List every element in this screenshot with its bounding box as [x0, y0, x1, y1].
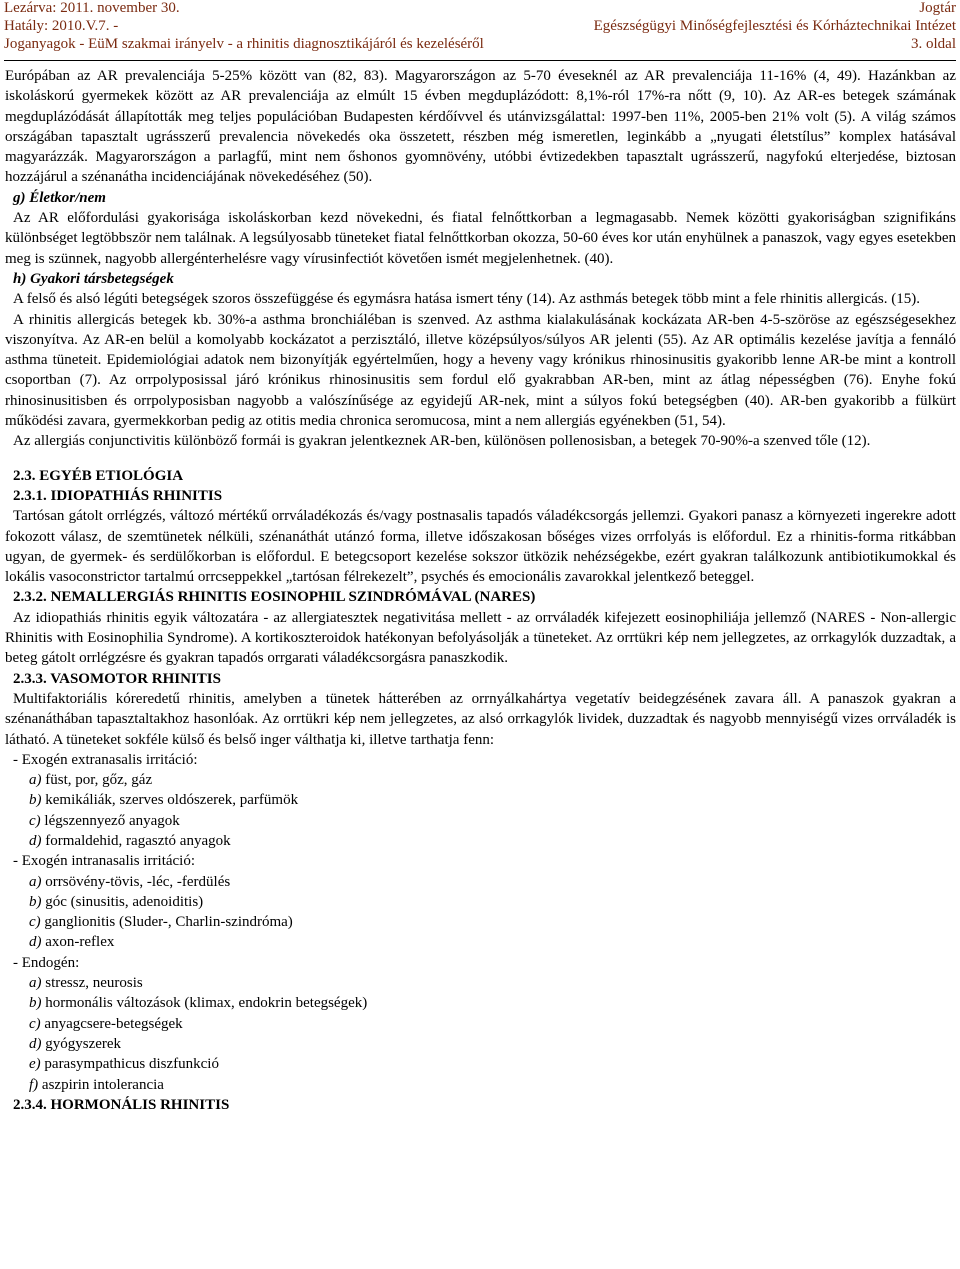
section-heading-other-etiology: 2.3. EGYÉB ETIOLÓGIA [13, 467, 184, 484]
list-item: e) parasympathicus diszfunkció [29, 1056, 219, 1073]
header-page-number: 3. oldal [911, 36, 956, 52]
paragraph-comorbidities-3: Az allergiás conjunctivitis különböző formái is gyakran jelentkeznek AR-ben, különösen pollenosisban, a betegek 70-90%-a szenved tőle (12). [13, 433, 871, 450]
paragraph-prevalence: Európában az AR prevalenciája 5-25% között van (82, 83). Magyarországon az 5-70 éveseknél az AR prevalenciája 11-16% (4, 49). Hazánkban az iskoláskorú gyermekek között az AR prevalenciája az elmúlt 15 évben megduplázódott: 8,1%-ról 17%-ra nőtt (9, 10). Az AR-es betegek számának megduplázódását állapították meg teljes populációban Budapesten kérdőívvel és utánvizsgálattal: 1997-ben 11%, 2005-ben 21% volt (5). A világ számos országában tapasztalt ugrásszerű prevalencia növekedés oka összetett, részben még ismeretlen, leginkább a „nyugati életstílus” komplex hatásával magyarázzák. Magyarországon a parlagfű, mint nem őshonos gyomnövény, utóbbi évtizedekben tapasztalt ugrásszerű, nagyfokú elterjedése, biztosan hozzájárul a szénanátha incidenciájának növekedéséhez (50). [5, 68, 956, 186]
list-item: a) stressz, neurosis [29, 975, 143, 992]
list-item: b) hormonális változások (klimax, endokrin betegségek) [29, 995, 368, 1012]
subheading-title: Életkor/nem [29, 189, 106, 206]
header-divider [4, 60, 956, 61]
list-item: b) kemikáliák, szerves oldószerek, parfümök [29, 792, 299, 809]
list-item: a) orrsövény-tövis, -léc, -ferdülés [29, 873, 231, 890]
list-group-title: - Exogén extranasalis irritáció: [13, 751, 198, 768]
subheading-comorbidities [5, 269, 956, 289]
irritant-list [5, 750, 956, 1095]
paragraph-age-sex: Az AR előfordulási gyakorisága iskoláskorban kezd növekedni, és fiatal felnőttkorban a legmagasabb. Nemek közötti gyakoriságban szignifikáns különbséget legtöbbször nem találnak. A legsúlyosabb tüneteket fiatal felnőttkorban okozza, 50-60 éves kor után enyhülnek a panaszok, vagy egyes esetekben meg is szünnek, nagyobb allergénterhelésre vagy vírusinfectiót követően ismét megjelenhetnek. (40). [5, 210, 956, 267]
list-item: b) góc (sinusitis, adenoiditis) [29, 893, 204, 910]
list-item: d) gyógyszerek [29, 1035, 122, 1052]
subheading-title: Gyakori társbetegségek [30, 270, 174, 287]
document-body [5, 66, 956, 1115]
paragraph-vasomotor: Multifaktoriális kóreredetű rhinitis, amelyben a tünetek hátterében az orrnyálkahártya vegetatív beidegzésének zavara áll. A panaszok gyakran a szénanáthában tapasztaltakhoz hasonlóak. Az orrtükri kép nem jellegzetes, az alsó orrkagylók lividek, duzzadtak és nagyobb mennyiségű vizes orrváladék is látható. A tüneteket sokféle külső és belső inger válthatja ki, illetve tarthatja fenn: [5, 690, 956, 748]
header-institute: Egészségügyi Minőségfejlesztési és Kórháztechnikai Intézet [593, 18, 956, 34]
section-heading-idiopathic: 2.3.1. IDIOPATHIÁS RHINITIS [13, 487, 223, 504]
subheading-label: h) [13, 270, 27, 287]
list-item: a) füst, por, gőz, gáz [29, 772, 153, 789]
list-item: f) aszpirin intolerancia [29, 1076, 164, 1093]
header-closed-date: Lezárva: 2011. november 30. [4, 0, 180, 16]
paragraph-idiopathic: Tartósan gátolt orrlégzés, változó mértékű orrváladékozás és/vagy postnasalis tapadós váladékcsorgás jellemzi. Gyakori panasz a környezeti ingerekre adott fokozott válasz, de szemtünetek nélküli, szénanáthát utánzó forma, illetve időszakosan bőséges vizes orrfolyás is előfordul. Ez a rhinitis-forma ritkábban ugyan, de gyermek- és serdülőkorban is előfordul. E betegcsoport kezelése sokszor ütközik nehézségekbe, ezért gyakran találkozunk antibiotikumokkal és lokális vasoconstrictor tartalmú orrcseppekkel „tartósan félrekezelt”, psychés és emocionális zavarokkal jelentkező beteggel. [5, 508, 956, 586]
list-item: c) ganglionitis (Sluder-, Charlin-szindróma) [29, 914, 293, 931]
header-document-title: Joganyagok - EüM szakmai irányelv - a rhinitis diagnosztikájáról és kezeléséről [4, 36, 484, 52]
paragraph-comorbidities-1: A felső és alsó légúti betegségek szoros összefüggése és egymásra hatása ismert tény (14). Az asthmás betegek több mint a fele rhinitis allergicás. (15). [13, 291, 920, 308]
list-group-title: - Exogén intranasalis irritáció: [13, 853, 196, 870]
list-group-title: - Endogén: [13, 954, 80, 971]
paragraph-nares: Az idiopathiás rhinitis egyik változatára - az allergiatesztek negativitása mellett - az orrváladék kifejezett eosinophiliája jellemző (NARES - Non-allergic Rhinitis with Eosinophilia Syndrome). A kortikoszteroidok hatékonyan befolyásolják a tüneteket. Az orrtükri kép nem jellegzetes, az orrkagylók duzzadtak, a beteg gátolt orrlégzésre és gyakran tapadós orrgarati váladékcsorgásra panaszkodik. [5, 609, 956, 667]
list-item: d) axon-reflex [29, 934, 115, 951]
section-heading-nares: 2.3.2. NEMALLERGIÁS RHINITIS EOSINOPHIL SZINDRÓMÁVAL (NARES) [13, 589, 536, 606]
subheading-age-sex [5, 188, 956, 208]
section-spacer [5, 452, 956, 466]
subheading-label: g) [13, 189, 26, 206]
section-heading-hormonal: 2.3.4. HORMONÁLIS RHINITIS [13, 1096, 230, 1113]
list-item: c) anyagcsere-betegségek [29, 1015, 183, 1032]
page-header [0, 0, 960, 60]
paragraph-comorbidities-2: A rhinitis allergicás betegek kb. 30%-a asthma bronchiáléban is szenved. Az asthma kialakulásának kockázata AR-ben 4-5-szöröse az egészségesekhez viszonyítva. Az AR-en belül a komolyabb kockázatot a perzisztáló, illetve középsúlyos/súlyos AR jelenti (55). Az AR optimális kezelése javítja a fennáló asthma tüneteit. Epidemiológiai adatok nem bizonyítják egyértelműen, hogy a heveny vagy krónikus rhinosinusitis gyakoribb lenne AR-be mint a kontroll csoportban (7). Az orrpolyposissal járó krónikus rhinosinusitis sem fordul elő gyakrabban AR-ben, mint az átlag népességben (76). Enyhe fokú rhinosinusitisben és orrpolyposisban nagyobb a valószínűsége az egyidejű AR-nek, mint a súlyos fokú betegségben (40). AR-ben gyakoribb a fülkürt működési zavara, gyermekkorban pedig az otitis media chronica seromucosa, mint a nem allergiás egyénekben (51, 54). [5, 311, 956, 430]
header-effective-date: Hatály: 2010.V.7. - [4, 18, 119, 34]
section-heading-vasomotor: 2.3.3. VASOMOTOR RHINITIS [13, 670, 221, 687]
list-item: c) légszennyező anyagok [29, 812, 180, 829]
list-item: d) formaldehid, ragasztó anyagok [29, 832, 231, 849]
header-publisher: Jogtár [919, 0, 956, 16]
